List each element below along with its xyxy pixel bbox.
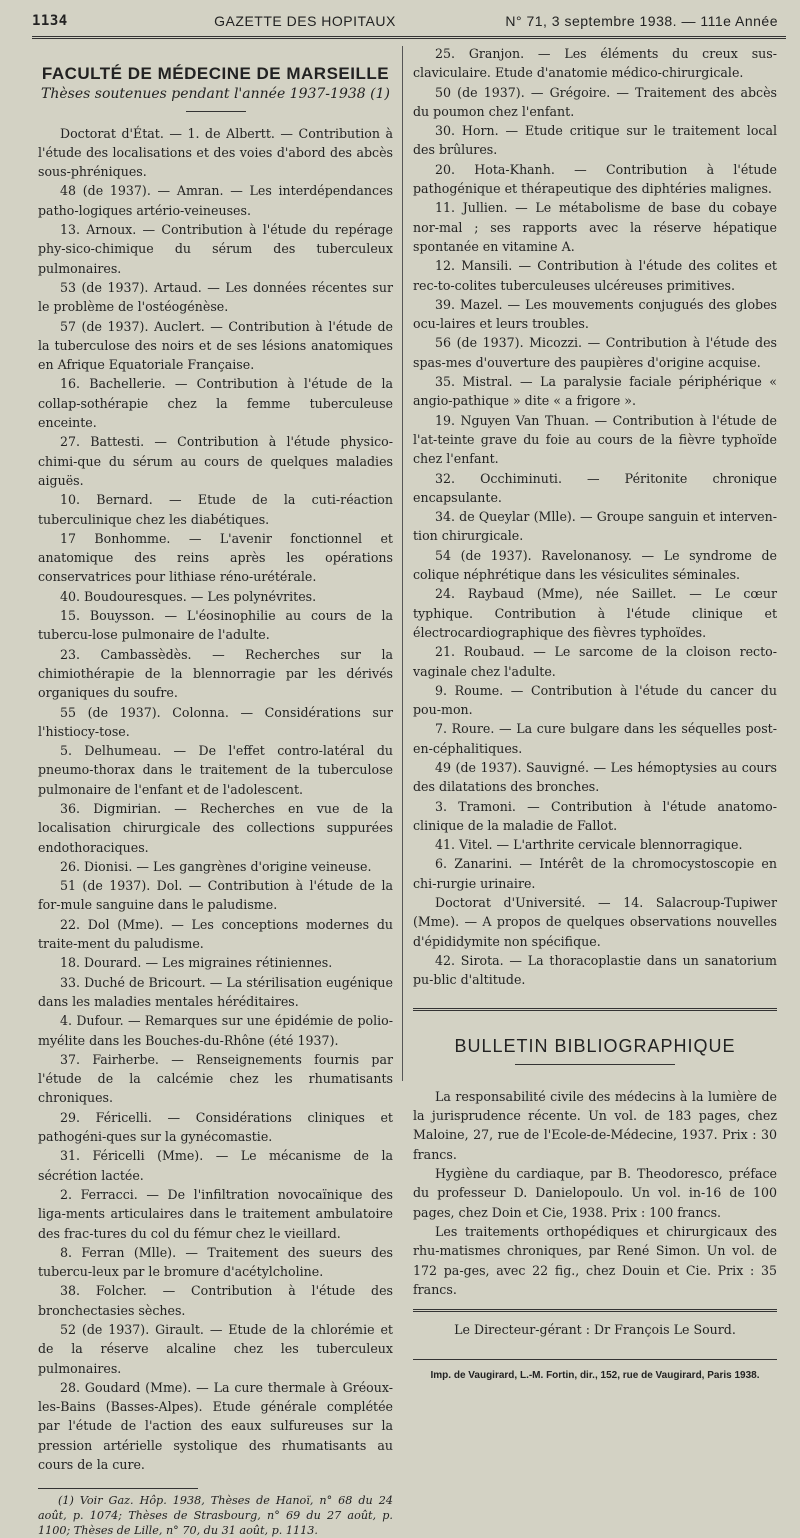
thesis-entry: 20. Hota-Khanh. — Contribution à l'étude pathogénique et thérapeutique des diphtéries malignes. — [413, 161, 777, 197]
thesis-entry: 55 (de 1937). Colonna. — Considérations sur l'histiocy-tose. — [38, 704, 393, 739]
thesis-entry: 15. Bouysson. — L'éosinophilie au cours de la tubercu-lose pulmonaire de l'adulte. — [38, 608, 393, 643]
thesis-entry: 10. Bernard. — Etude de la cuti-réaction tuberculinique chez les diabétiques. — [38, 492, 393, 527]
thesis-entry: 9. Roume. — Contribution à l'étude du cancer du pou-mon. — [413, 682, 777, 718]
faculty-title: FACULTÉ DE MÉDECINE DE MARSEILLE — [41, 64, 390, 83]
thesis-entry: 2. Ferracci. — De l'infiltration novocaïnique des liga-ments articulaires dans le traitement ambulatoire des frac-tures du col du fémur chez le vieillard. — [38, 1186, 393, 1241]
header-rule — [32, 36, 786, 39]
thesis-entry: 27. Battesti. — Contribution à l'étude physico-chimi-que du sérum au cours de quelques maladies aiguës. — [38, 434, 393, 488]
thesis-entry: 22. Dol (Mme). — Les conceptions modernes du traite-ment du paludisme. — [38, 916, 393, 952]
issue-info: N° 71, 3 septembre 1938. — 111e Année — [505, 13, 778, 29]
thesis-entry: Doctorat d'Université. — 14. Salacroup-Tupiwer (Mme). — A propos de quelques observations nouvelles d'épididymite non spécifique. — [413, 895, 777, 949]
column-separator — [402, 46, 403, 1081]
section-rule — [186, 111, 246, 112]
left-column — [38, 44, 393, 1538]
director-line: Le Directeur-gérant : Dr François Le Sourd. — [454, 1322, 736, 1338]
bibliography-entry: La responsabilité civile des médecins à la lumière de la jurisprudence récente. Un vol. de 183 pages, chez Maloine, 27, rue de l'Ecole-de-Médecine, 1937. Prix : 30 francs. — [413, 1088, 777, 1162]
thesis-entry: 17 Bonhomme. — L'avenir fonctionnel et anatomique des reins après les opérations conservatrices pour lithiase réno-urétérale. — [38, 530, 393, 585]
thesis-entry: 40. Boudouresques. — Les polynévrites. — [60, 588, 317, 604]
thesis-entry: 5. Delhumeau. — De l'effet contro-latéral du pneumo-thorax dans le traitement de la tuberculose pulmonaire de l'enfant et de l'adolescent. — [38, 743, 393, 797]
thesis-entry: 18. Dourard. — Les migraines rétiniennes. — [60, 955, 333, 971]
footnote-rule — [38, 1488, 198, 1489]
footer-double-rule — [413, 1309, 777, 1312]
thesis-entry: 29. Féricelli. — Considérations cliniques et pathogéni-ques sur la gynécomastie. — [38, 1109, 393, 1145]
thesis-entry: 11. Jullien. — Le métabolisme de base du cobaye nor-mal ; ses rapports avec la réserve hépatique spontanée en vitamine A. — [413, 200, 777, 254]
thesis-entry: 16. Bachellerie. — Contribution à l'étude de la collap-sothérapie chez la femme tuberculeuse enceinte. — [38, 376, 393, 431]
thesis-entry: 23. Cambassèdès. — Recherches sur la chimiothérapie de la blennorragie par les dérivés organiques du soufre. — [38, 646, 393, 701]
footnote: (1) Voir Gaz. Hôp. 1938, Thèses de Hanoï, n° 68 du 24 août, p. 1074; Thèses de Strasbourg, n° 69 du 27 août, p. 1100; Thèses de Lille, n° 70, du 31 août, p. 1113. — [38, 1494, 393, 1538]
thesis-entry: Doctorat d'État. — 1. de Albertt. — Contribution à l'étude des localisations et des voies d'abord des abcès sous-phréniques. — [38, 125, 393, 180]
journal-title: GAZETTE DES HOPITAUX — [214, 13, 396, 29]
thesis-entry: 49 (de 1937). Sauvigné. — Les hémoptysies au cours des dilatations des bronches. — [413, 759, 777, 795]
thesis-entry: 39. Mazel. — Les mouvements conjugués des globes ocu-laires et leurs troubles. — [413, 296, 777, 332]
thesis-entry: 53 (de 1937). Artaud. — Les données récentes sur le problème de l'ostéogénèse. — [38, 279, 393, 315]
thesis-entry: 54 (de 1937). Ravelonanosy. — Le syndrome de colique néphrétique dans les vésiculites séminales. — [413, 547, 777, 583]
thesis-entry: 7. Roure. — La cure bulgare dans les séquelles post-en-céphalitiques. — [413, 721, 777, 756]
bulletin-list — [413, 1087, 777, 1299]
thesis-entry: 34. de Queylar (Mlle). — Groupe sanguin et interven-tion chirurgicale. — [413, 509, 777, 544]
thesis-entry: 21. Roubaud. — Le sarcome de la cloison recto-vaginale chez l'adulte. — [413, 644, 777, 679]
bibliography-entry: Hygiène du cardiaque, par B. Theodoresco, préface du professeur D. Danielopoulo. Un vol. in-16 de 100 pages, chez Doin et Cie, 1938. Prix : 100 francs. — [413, 1166, 777, 1220]
printer-line: Imp. de Vaugirard, L.-M. Fortin, dir., 152, rue de Vaugirard, Paris 1938. — [413, 1359, 777, 1385]
right-column — [413, 44, 777, 1386]
section-double-rule — [413, 1008, 777, 1011]
bulletin-title: BULLETIN BIBLIOGRAPHIQUE — [454, 1035, 736, 1056]
thesis-entry: 50 (de 1937). — Grégoire. — Traitement des abcès du poumon chez l'enfant. — [413, 84, 777, 119]
thesis-entry: 8. Ferran (Mlle). — Traitement des sueurs des tubercu-leux par le bromure d'acétylcholine. — [38, 1244, 393, 1280]
thesis-entry: 52 (de 1937). Girault. — Etude de la chlorémie et de la réserve alcaline chez les tuberculeux pulmonaires. — [38, 1322, 393, 1376]
thesis-entry: 19. Nguyen Van Thuan. — Contribution à l'étude de l'at-teinte grave du foie au cours de la fièvre typhoïde chez l'enfant. — [413, 412, 777, 467]
thesis-entry: 26. Dionisi. — Les gangrènes d'origine veineuse. — [60, 858, 372, 874]
theses-title: Thèses soutenues pendant l'année 1937-1938 (1) — [41, 86, 390, 103]
thesis-entry: 56 (de 1937). Micozzi. — Contribution à l'étude des spas-mes d'ouverture des paupières d'origine acquise. — [413, 335, 777, 370]
thesis-entry: 57 (de 1937). Auclert. — Contribution à l'étude de la tuberculose des noirs et de ses lésions anatomiques en Afrique Equatoriale Française. — [38, 318, 393, 373]
thesis-entry: 41. Vitel. — L'arthrite cervicale blennorragique. — [435, 837, 743, 853]
thesis-entry: 30. Horn. — Etude critique sur le traitement local des brûlures. — [413, 123, 777, 158]
bibliography-entry: Les traitements orthopédiques et chirurgicaux des rhu-matismes chroniques, par René Simon. Un vol. de 172 pa-ges, avec 22 fig., chez Douin et Cie. Prix : 35 francs. — [413, 1223, 777, 1297]
thesis-entry: 13. Arnoux. — Contribution à l'étude du repérage phy-sico-chimique du sérum des tuberculeux pulmonaires. — [38, 222, 393, 276]
thesis-entry: 33. Duché de Bricourt. — La stérilisation eugénique dans les maladies mentales héréditaires. — [38, 974, 393, 1009]
right-thesis-list — [413, 44, 777, 990]
thesis-entry: 3. Tramoni. — Contribution à l'étude anatomo-clinique de la maladie de Fallot. — [413, 798, 777, 833]
page-number: 1134 — [32, 13, 68, 29]
thesis-entry: 35. Mistral. — La paralysie faciale périphérique « angio-pathique » dite « a frigore ». — [413, 374, 777, 409]
thesis-entry: 4. Dufour. — Remarques sur une épidémie de polio-myélite dans les Bouches-du-Rhône (été 1937). — [38, 1013, 393, 1048]
bulletin-rule — [515, 1064, 675, 1065]
page-header — [32, 8, 778, 34]
thesis-entry: 32. Occhiminuti. — Péritonite chronique encapsulante. — [413, 470, 777, 505]
thesis-entry: 6. Zanarini. — Intérêt de la chromocystoscopie en chi-rurgie urinaire. — [413, 856, 777, 891]
thesis-entry: 38. Folcher. — Contribution à l'étude des bronchectasies sèches. — [38, 1283, 393, 1318]
thesis-entry: 28. Goudard (Mme). — La cure thermale à Gréoux-les-Bains (Basses-Alpes). Etude générale complétée par l'étude de l'action des eaux sulfureuses sur la pression artérielle systolique des rhumatisants au cours de la cure. — [38, 1379, 393, 1473]
thesis-entry: 31. Féricelli (Mme). — Le mécanisme de la sécrétion lactée. — [38, 1148, 393, 1183]
thesis-entry: 36. Digmirian. — Recherches en vue de la localisation chirurgicale des collections suppurées endothoraciques. — [38, 800, 393, 855]
thesis-entry: 25. Granjon. — Les éléments du creux sus-claviculaire. Etude d'anatomie médico-chirurgicale. — [413, 46, 777, 81]
thesis-entry: 24. Raybaud (Mme), née Saillet. — Le cœur typhique. Contribution à l'étude clinique et électrocardiographique des fièvres typhoïdes. — [413, 586, 777, 640]
thesis-entry: 48 (de 1937). — Amran. — Les interdépendances patho-logiques artério-veineuses. — [38, 183, 393, 218]
left-thesis-list — [38, 124, 393, 1475]
thesis-entry: 37. Fairherbe. — Renseignements fournis par l'étude de la calcémie chez les rhumatisants chroniques. — [38, 1051, 393, 1106]
thesis-entry: 42. Sirota. — La thoracoplastie dans un sanatorium pu-blic d'altitude. — [413, 952, 777, 988]
thesis-entry: 51 (de 1937). Dol. — Contribution à l'étude de la for-mule sanguine dans le paludisme. — [38, 878, 393, 913]
thesis-entry: 12. Mansili. — Contribution à l'étude des colites et rec-to-colites tuberculeuses ulcéreuses primitives. — [413, 258, 777, 293]
